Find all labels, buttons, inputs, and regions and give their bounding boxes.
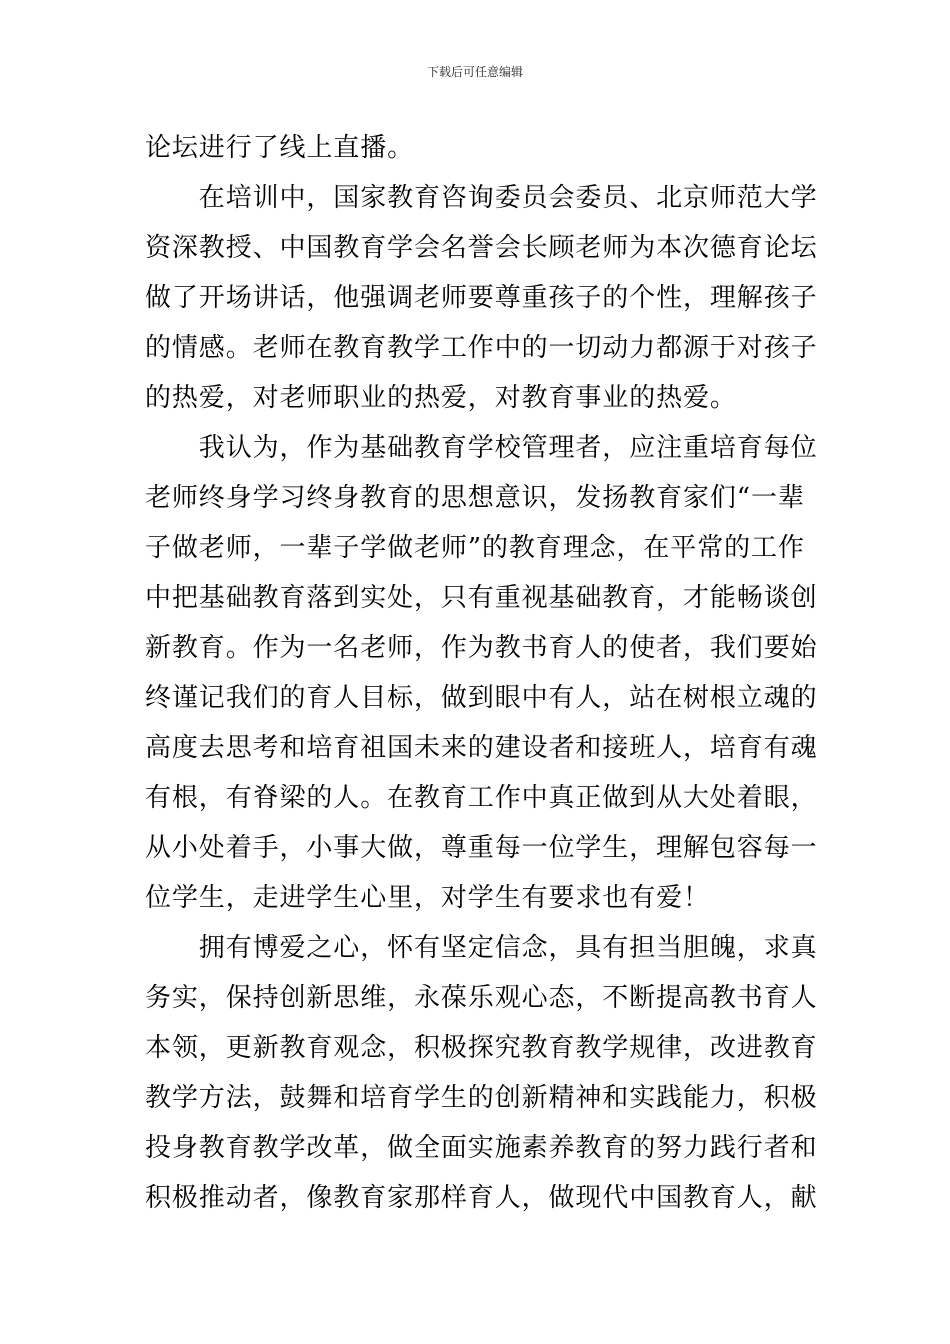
text-line: 高度去思考和培育祖国未来的建设者和接班人，培育有魂	[145, 733, 818, 763]
text-line: 我认为，作为基础教育学校管理者，应注重培育每位	[145, 433, 818, 463]
text-line: 的热爱，对老师职业的热爱，对教育事业的热爱。	[145, 383, 737, 413]
text-line: 论坛进行了线上直播。	[145, 133, 415, 163]
text-line: 做了开场讲话，他强调老师要尊重孩子的个性，理解孩子	[145, 283, 818, 313]
text-line: 有根，有脊梁的人。在教育工作中真正做到从大处着眼，	[145, 783, 818, 813]
text-line: 积极推动者，像教育家那样育人，做现代中国教育人，献	[145, 1183, 818, 1213]
text-line: 子做老师，一辈子学做老师”的教育理念，在平常的工作	[145, 533, 805, 563]
text-line: 在培训中，国家教育咨询委员会委员、北京师范大学	[145, 183, 818, 213]
text-line: 投身教育教学改革，做全面实施素养教育的努力践行者和	[145, 1133, 818, 1163]
text-line: 新教育。作为一名老师，作为教书育人的使者，我们要始	[145, 633, 818, 663]
text-line: 教学方法，鼓舞和培育学生的创新精神和实践能力，积极	[145, 1083, 818, 1113]
text-line: 资深教授、中国教育学会名誉会长顾老师为本次德育论坛	[145, 233, 818, 263]
page-header-note: 下载后可任意编辑	[426, 65, 523, 79]
text-line: 的情感。老师在教育教学工作中的一切动力都源于对孩子	[145, 333, 818, 363]
text-line: 位学生，走进学生心里，对学生有要求也有爱！	[145, 883, 710, 913]
text-line: 从小处着手，小事大做，尊重每一位学生，理解包容每一	[145, 833, 818, 863]
text-line: 老师终身学习终身教育的思想意识，发扬教育家们“一辈	[145, 483, 805, 513]
text-line: 务实，保持创新思维，永葆乐观心态，不断提高教书育人	[145, 983, 818, 1013]
text-line: 拥有博爱之心，怀有坚定信念，具有担当胆魄，求真	[145, 933, 818, 963]
text-line: 中把基础教育落到实处，只有重视基础教育，才能畅谈创	[145, 583, 818, 613]
text-line: 本领，更新教育观念，积极探究教育教学规律，改进教育	[145, 1033, 818, 1063]
text-line: 终谨记我们的育人目标，做到眼中有人，站在树根立魂的	[145, 683, 818, 713]
